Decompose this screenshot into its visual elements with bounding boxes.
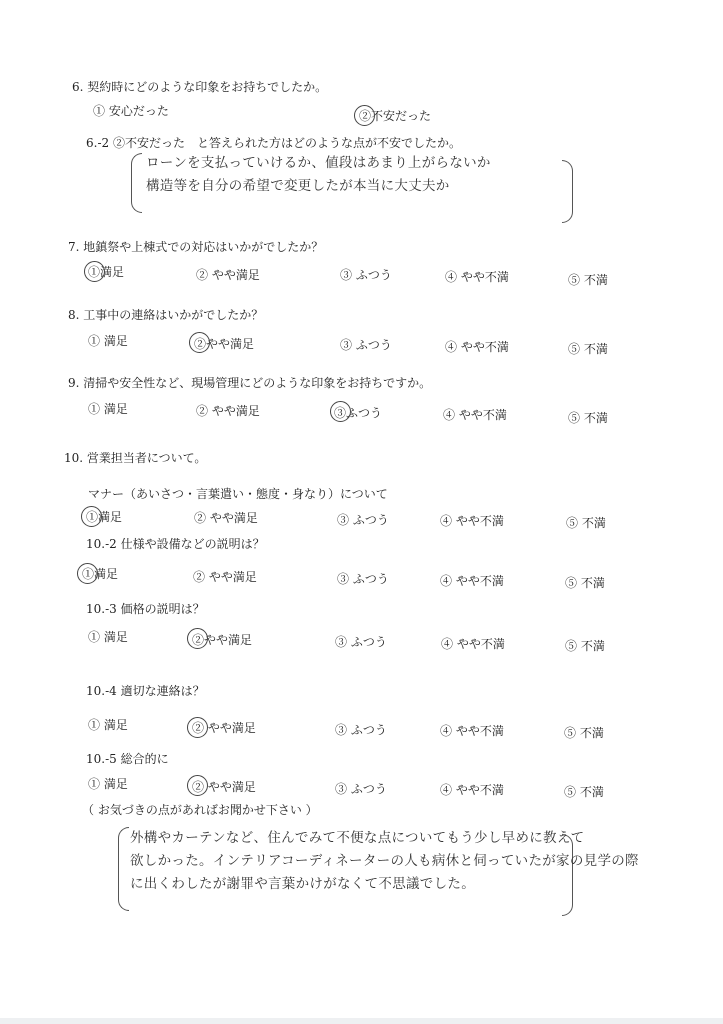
q10-manner-option-4: ④ やや不満 [440,514,504,528]
q10-4-selected-circle [187,717,208,738]
q10-2-option-5: ⑤ 不満 [565,576,605,590]
q6-option-2: ②不安だった [359,109,432,123]
q6-answer-bracket-left [131,153,142,213]
comments-answer-line-3: に出くわしたが謝罪や言葉かけがなくて不思議でした。 [130,876,475,892]
q10-5-option-1: ① 満足 [88,777,128,791]
q10-5-option-4: ④ やや不満 [440,783,504,797]
q8-selected-circle [189,332,210,353]
q6-answer-bracket-right [562,160,573,223]
q6-answer-line-1: ローンを支払っていけるか、値段はあまり上がらないか [146,155,491,171]
q8-option-3: ③ ふつう [340,338,392,352]
q10-manner-option-3: ③ ふつう [337,513,389,527]
q10-3-option-1: ① 満足 [88,630,128,644]
q9-option-3: ③ふつう [334,406,383,420]
comments-bracket-left [118,827,129,911]
q10-manner-option-1: ①満足 [86,510,123,524]
q10-3-option-3: ③ ふつう [335,635,387,649]
q7-option-2: ② やや満足 [196,268,260,282]
q8-option-1: ① 満足 [88,334,128,348]
q10-2-selected-circle [77,563,98,584]
q10-5-option-3: ③ ふつう [335,782,387,796]
q10-3-option-4: ④ やや不満 [441,637,505,651]
q10-manner-option-5: ⑤ 不満 [566,516,606,530]
q10-3-option-5: ⑤ 不満 [565,639,605,653]
q7-option-4: ④ やや不満 [445,270,509,284]
q10-title: 10. 営業担当者について。 [64,451,207,465]
q10-4-option-3: ③ ふつう [335,723,387,737]
q10-4-option-5: ⑤ 不満 [564,726,604,740]
q7-option-1: ①満足 [88,265,125,279]
q10-4-question: 10.-4 適切な連絡は？ [86,684,205,698]
q10-2-option-2: ② やや満足 [193,570,257,584]
q9-question: 9. 清掃や安全性など、現場管理にどのような印象をお持ちですか。 [68,376,432,390]
q10-2-option-1: ①満足 [82,567,119,581]
q10-manner-option-2: ② やや満足 [194,511,258,525]
q7-option-3: ③ ふつう [340,268,392,282]
q10-5-question: 10.-5 総合的に [86,752,169,766]
q10-4-option-4: ④ やや不満 [440,724,504,738]
q9-option-4: ④ やや不満 [443,408,507,422]
q10-3-question: 10.-3 価格の説明は？ [86,602,205,616]
q10-manner-selected-circle [81,506,102,527]
q10-2-option-4: ④ やや不満 [440,574,504,588]
q6-question: 6. 契約時にどのような印象をお持ちでしたか。 [72,80,328,94]
q10-3-option-2: ②やや満足 [192,633,253,647]
q8-option-5: ⑤ 不満 [568,342,608,356]
q6-answer-line-2: 構造等を自分の希望で変更したが本当に大丈夫か [146,178,450,194]
comments-answer-line-2: 欲しかった。インテリアコーディネーターの人も病休と伺っていたが家の見学の際 [130,853,639,869]
q10-5-selected-circle [187,775,208,796]
q6-2-question: 6.-2 ②不安だった と答えられた方はどのような点が不安でしたか。 [86,136,461,150]
q10-4-option-1: ① 満足 [88,718,128,732]
q10-2-question: 10.-2 仕様や設備などの説明は？ [86,537,265,551]
q10-5-option-5: ⑤ 不満 [564,785,604,799]
scan-bottom-edge [0,1018,723,1024]
q8-option-2: ②やや満足 [194,337,255,351]
q9-selected-circle [330,401,351,422]
comments-answer-line-1: 外構やカーテンなど、住んでみて不便な点についてもう少し早めに教えて [130,830,585,846]
q7-option-5: ⑤ 不満 [568,273,608,287]
q6-option-1: ① 安心だった [93,104,169,118]
q6-selected-circle [354,105,375,126]
q7-selected-circle [84,261,105,282]
q9-option-1: ① 満足 [88,402,128,416]
q10-2-option-3: ③ ふつう [337,572,389,586]
q8-option-4: ④ やや不満 [445,340,509,354]
q9-option-2: ② やや満足 [196,404,260,418]
q9-option-5: ⑤ 不満 [568,411,608,425]
comments-label: （ お気づきの点があればお聞かせ下さい ） [82,803,318,817]
q10-3-selected-circle [187,628,208,649]
q7-question: 7. 地鎮祭や上棟式での対応はいかがでしたか？ [68,240,324,254]
q10-4-option-2: ② やや満足 [192,721,256,735]
q10-5-option-2: ② やや満足 [192,780,256,794]
comments-bracket-right [562,834,573,916]
q8-question: 8. 工事中の連絡はいかがでしたか？ [68,308,264,322]
q10-manner-label: マナー（あいさつ・言葉遣い・態度・身なり）について [88,487,388,501]
